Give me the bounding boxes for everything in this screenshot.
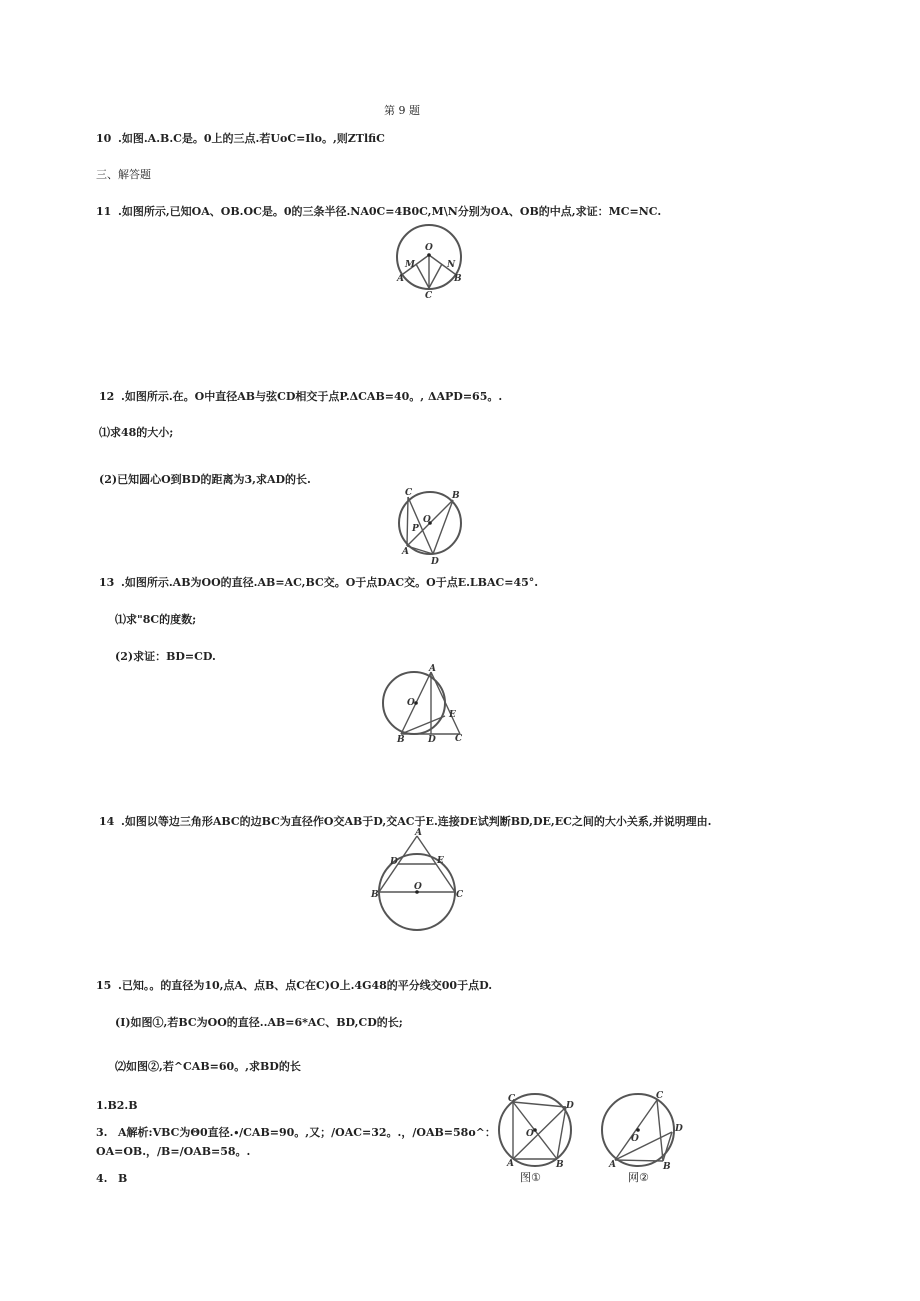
q14-number: 14 [99, 815, 115, 828]
fig13-label-a: A [429, 664, 436, 674]
answer-3-line1: A解析:VBC为Θ0直径.∙/CAB=90。,又；/OAC=32。.，/OAB=58o^： [118, 1126, 496, 1139]
figure-15-2-caption: 网② [628, 1171, 649, 1184]
figure-13 [378, 662, 468, 744]
fig11-label-n: N [447, 260, 456, 270]
q11-number: 11 [96, 205, 112, 218]
figB-label-o: O [631, 1134, 639, 1144]
fig12-label-d: D [431, 557, 439, 567]
q13-part2: (2)求证：BD=CD. [115, 650, 216, 663]
fig11-label-m: M [405, 260, 415, 270]
fig14-label-o: O [414, 882, 422, 892]
q14-text: .如图以等边三角形ABC的边BC为直径作O交AB于D,交AC于E.连接DE试判断BD,DE,EC之间的大小关系,并说明理由. [121, 815, 712, 828]
answer-4-text: B [118, 1172, 128, 1185]
fig12-label-b: B [452, 491, 460, 501]
figure-15-1-caption: 图① [520, 1171, 541, 1184]
fig11-label-b: B [454, 274, 462, 284]
fig11-label-c: C [425, 291, 433, 301]
q12-number: 12 [99, 390, 115, 403]
fig13-label-e: E [449, 710, 456, 720]
fig14-label-b: B [371, 890, 379, 900]
fig11-label-o: O [425, 243, 433, 253]
fig13-label-o: O [407, 698, 415, 708]
q13-part1: ⑴求"8C的度数; [115, 613, 197, 626]
figB-label-c: C [656, 1091, 664, 1101]
fig14-label-a: A [415, 828, 422, 838]
answer-4-number: 4. [96, 1172, 108, 1185]
q10-number: 10 [96, 132, 112, 145]
q12-text: .如图所示.在。O中直径AB与弦CD相交于点P.ΔCAB=40。, ΔAPD=65。. [121, 390, 503, 403]
fig12-label-a: A [402, 547, 409, 557]
answer-1-2: 1.B2.B [96, 1099, 138, 1112]
answer-3-number: 3. [96, 1126, 108, 1139]
fig13-label-c: C [455, 734, 463, 744]
q15-part2: ⑵如图②,若^CAB=60。,求BD的长 [115, 1060, 301, 1073]
figure-12 [393, 486, 473, 568]
fig12-label-o: O [423, 515, 431, 525]
figA-label-b: B [556, 1160, 564, 1170]
figure-14 [370, 828, 466, 932]
figA-label-o: O [526, 1129, 534, 1139]
answer-3-line2: OA=OB.，/B=/OAB=58。. [96, 1145, 251, 1158]
q12-part1: ⑴求48的大小; [99, 426, 174, 439]
fig13-label-b: B [397, 735, 405, 745]
q12-part2: (2)已知圆心O到BD的距离为3,求AD的长. [99, 473, 311, 486]
figure-15-1 [496, 1090, 582, 1172]
fig13-label-d: D [428, 735, 436, 745]
q15-text: .已知。。的直径为10,点A、点B、点C在C)O上.4G48的平分线交00于点D. [118, 979, 493, 992]
q13-text: .如图所示.AB为OO的直径.AB=AC,BC交。O于点DAC交。O于点E.LBAC=45°. [121, 576, 539, 589]
q15-part1: (I)如图①,若BC为OO的直径..AB=6*AC、BD,CD的长; [115, 1016, 403, 1029]
fig14-label-c: C [456, 890, 464, 900]
figA-label-d: D [566, 1101, 574, 1111]
figure-9-caption: 第 9 题 [384, 104, 420, 117]
section-heading: 三、解答题 [96, 168, 151, 181]
fig11-label-a: A [397, 274, 404, 284]
figB-label-d: D [675, 1124, 683, 1134]
q10-text: .如图.A.B.C是。0上的三点.若UoC=Ilo。,则ZTlfiC [118, 132, 385, 145]
fig12-label-c: C [405, 488, 413, 498]
figure-15-2 [604, 1090, 690, 1172]
figB-label-a: A [609, 1160, 616, 1170]
figA-label-c: C [508, 1094, 516, 1104]
q15-number: 15 [96, 979, 112, 992]
figure-11 [390, 222, 470, 302]
figA-label-a: A [507, 1159, 514, 1169]
figB-label-b: B [663, 1162, 671, 1172]
q11-text: .如图所示,已知OA、OB.OC是。0的三条半径.NA0C=4B0C,M\N分别为OA、OB的中点,求证：MC=NC. [118, 205, 662, 218]
q13-number: 13 [99, 576, 115, 589]
fig14-label-e: E [437, 856, 444, 866]
fig14-label-d: D [390, 857, 398, 867]
fig12-label-p: P [412, 524, 419, 534]
